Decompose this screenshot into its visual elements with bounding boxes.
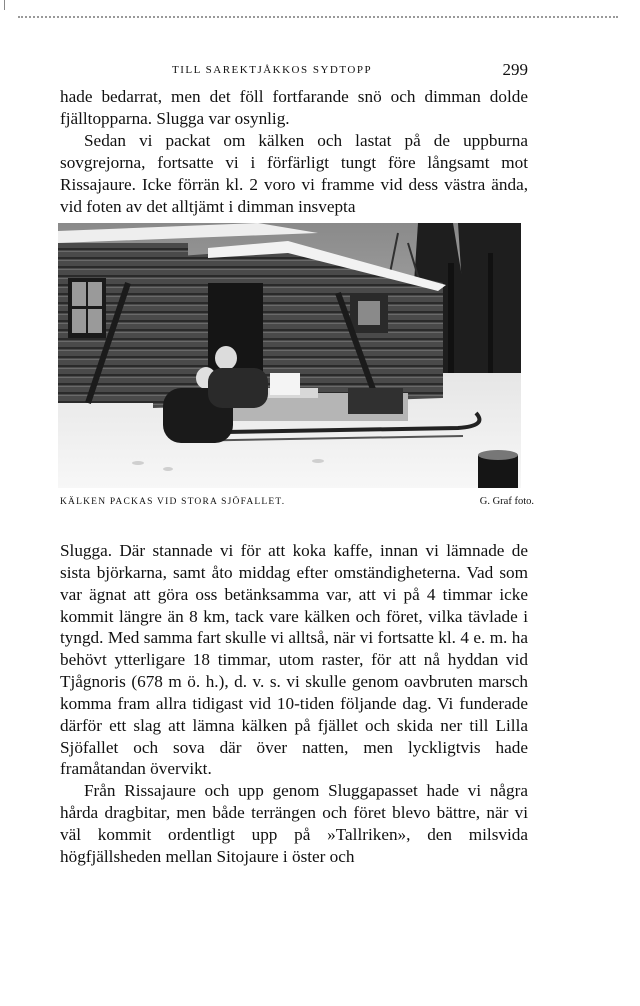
text-block-top [60,86,528,219]
photograph-sled-cabin [58,223,521,488]
page-header [60,60,530,82]
running-title: TILL SAREKTJÅKKOS SYDTOPP [172,64,373,76]
photo-credit: G. Graf foto. [479,496,534,507]
paragraph: Sedan vi packat om kälken och lastat på de uppburna sovgrejorna, fortsatte vi i förfärligt tungt före långsamt mot Rissajaure. Icke förrän kl. 2 voro vi framme vid dess västra ända, vid foten av det alltjämt i dimman insvepta [60,131,528,217]
scan-edge-mark [4,0,5,10]
scan-dotted-rule [18,16,618,18]
paragraph: hade bedarrat, men det föll fortfarande snö och dimman dolde fjälltopparna. Slugga var osynlig. [60,87,528,129]
figure-caption: KÄLKEN PACKAS VID STORA SJÖFALLET. [60,497,286,507]
paragraph: Från Rissajaure och upp genom Sluggapasset hade vi några hårda dragbitar, men både terrängen och föret blevo bättre, när vi väl kommit ordentligt upp på »Tallriken», den milsvida högfjällsheden mellan Sitojaure i öster och [60,781,528,866]
page-number: 299 [502,60,528,79]
paragraph: Slugga. Där stannade vi för att koka kaffe, innan vi lämnade de sista björkarna, samt åto middag efter omständigheterna. Vad som var ägnat att göra oss betänksamma var, att vi på 4 timmar icke kommit längre än 8 km, tack vare kälken och föret, vilka tävlade i tyngd. Med samma fart skulle vi alltså, när vi fortsatte kl. 4 e. m. ha behövt ytterligare 18 timmar, utom raster, för att nå hyddan vid Tjågnoris (678 m ö. h.), d. v. s. vi skulle genom oavbruten marsch komma fram allra tidigast vid 10-tiden följande dag. Vi funderade därför ett slag att lämna kälken på fjället och skida ner till Lilla Sjöfallet och sova där över natten, men lyckligtvis hade framåtandan övervikt. [60,541,528,779]
text-block-bottom [60,540,528,868]
